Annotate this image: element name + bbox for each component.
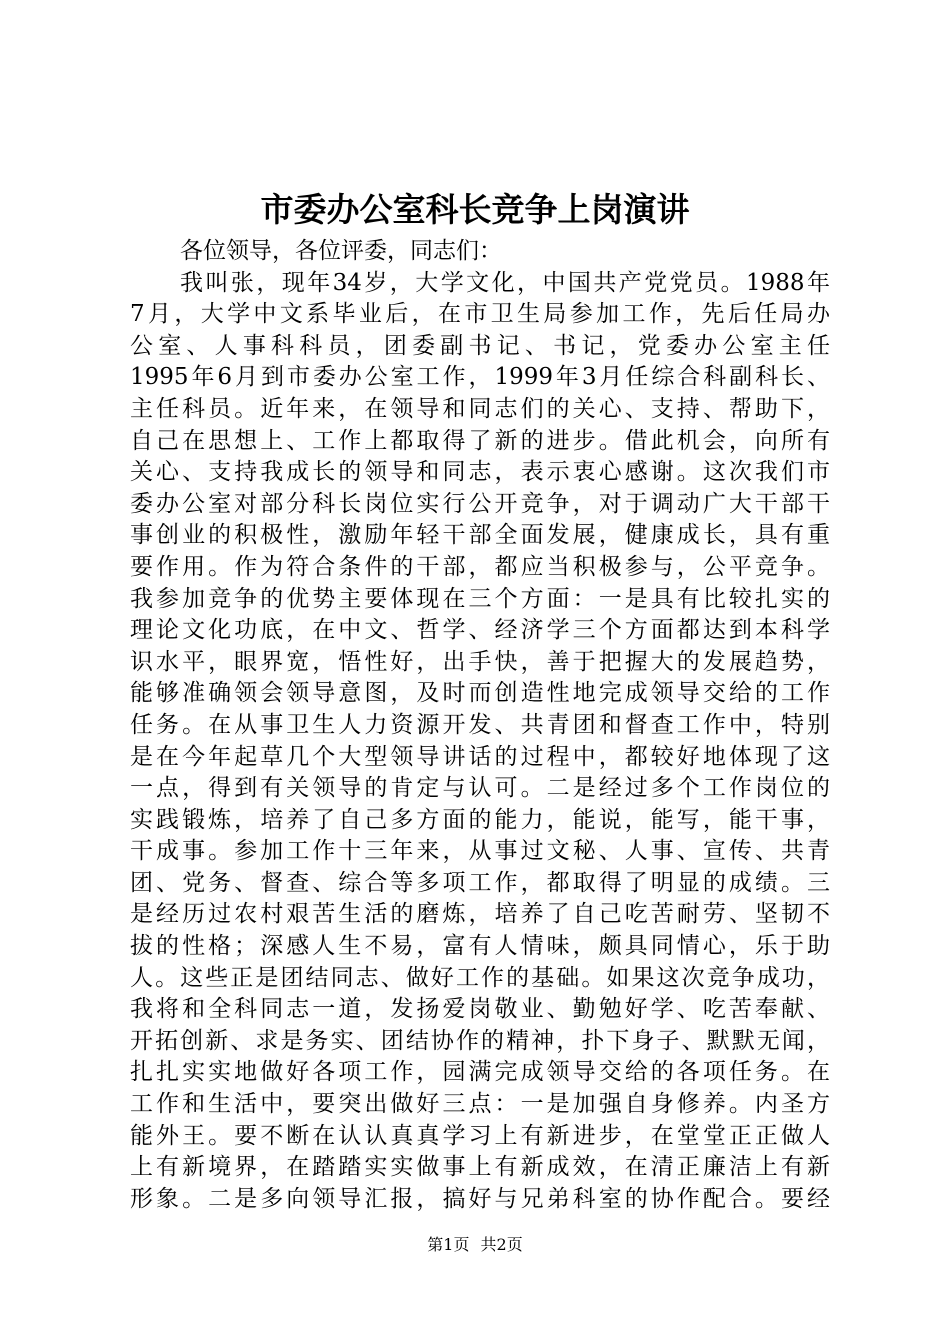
paragraph-line: 团、党务、督查、综合等多项工作，都取得了明显的成绩。三 [130,869,830,896]
document-title: 市委办公室科长竞争上岗演讲 [260,190,690,229]
paragraph-line: 事创业的积极性，激励年轻干部全面发展，健康成长，具有重 [130,522,830,549]
paragraph-line: 是在今年起草几个大型领导讲话的过程中，都较好地体现了这 [130,743,830,770]
paragraph-line: 我将和全科同志一道，发扬爱岗敬业、勤勉好学、吃苦奉献、 [130,996,830,1023]
paragraph-line: 拔的性格；深感人生不易，富有人情味，颇具同情心，乐于助 [130,933,830,960]
paragraph-line: 任务。在从事卫生人力资源开发、共青团和督查工作中，特别 [130,711,830,738]
paragraph-line: 工作和生活中，要突出做好三点：一是加强自身修养。内圣方 [130,1091,830,1118]
paragraph-line: 干成事。参加工作十三年来，从事过文秘、人事、宣传、共青 [130,838,830,865]
paragraph-line: 是经历过农村艰苦生活的磨炼，培养了自己吃苦耐劳、坚韧不 [130,901,830,928]
paragraph-line: 关心、支持我成长的领导和同志，表示衷心感谢。这次我们市 [130,459,830,486]
paragraph-line: 开拓创新、求是务实、团结协作的精神，扑下身子、默默无闻， [130,1027,830,1054]
page-number-footer: 第1页 共2页 [427,1235,523,1254]
paragraph-line: 7月，大学中文系毕业后，在市卫生局参加工作，先后任局办 [130,301,830,328]
paragraph-line: 公室、人事科科员，团委副书记、书记，党委办公室主任 [130,332,830,359]
paragraph-line: 能外王。要不断在认认真真学习上有新进步，在堂堂正正做人 [130,1122,830,1149]
paragraph-line: 我参加竞争的优势主要体现在三个方面：一是具有比较扎实的 [130,585,830,612]
paragraph-line: 实践锻炼，培养了自己多方面的能力，能说，能写，能干事， [130,806,830,833]
paragraph-line: 一点，得到有关领导的肯定与认可。二是经过多个工作岗位的 [130,775,830,802]
paragraph-line: 委办公室对部分科长岗位实行公开竞争，对于调动广大干部干 [130,490,830,517]
paragraph-line: 上有新境界，在踏踏实实做事上有新成效，在清正廉洁上有新 [130,1154,830,1181]
paragraph-line: 识水平，眼界宽，悟性好，出手快，善于把握大的发展趋势， [130,648,830,675]
paragraph-line: 1995年6月到市委办公室工作，1999年3月任综合科副科长、 [130,364,830,391]
paragraph-line: 形象。二是多向领导汇报，搞好与兄弟科室的协作配合。要经 [130,1185,830,1212]
paragraph-line: 要作用。作为符合条件的干部，都应当积极参与，公平竞争。 [130,553,830,580]
paragraph-line: 理论文化功底，在中文、哲学、经济学三个方面都达到本科学 [130,617,830,644]
document-body [130,236,830,1215]
salutation-line: 各位领导，各位评委，同志们： [180,238,502,264]
paragraph-line: 人。这些正是团结同志、做好工作的基础。如果这次竞争成功， [130,964,830,991]
paragraph-line: 主任科员。近年来，在领导和同志们的关心、支持、帮助下， [130,395,830,422]
paragraph-line: 扎扎实实地做好各项工作，园满完成领导交给的各项任务。在 [130,1059,830,1086]
paragraph-line: 自己在思想上、工作上都取得了新的进步。借此机会，向所有 [130,427,830,454]
paragraph-line: 能够准确领会领导意图，及时而创造性地完成领导交给的工作 [130,680,830,707]
paragraph-line: 我叫张，现年34岁，大学文化，中国共产党党员。1988年 [180,269,830,296]
